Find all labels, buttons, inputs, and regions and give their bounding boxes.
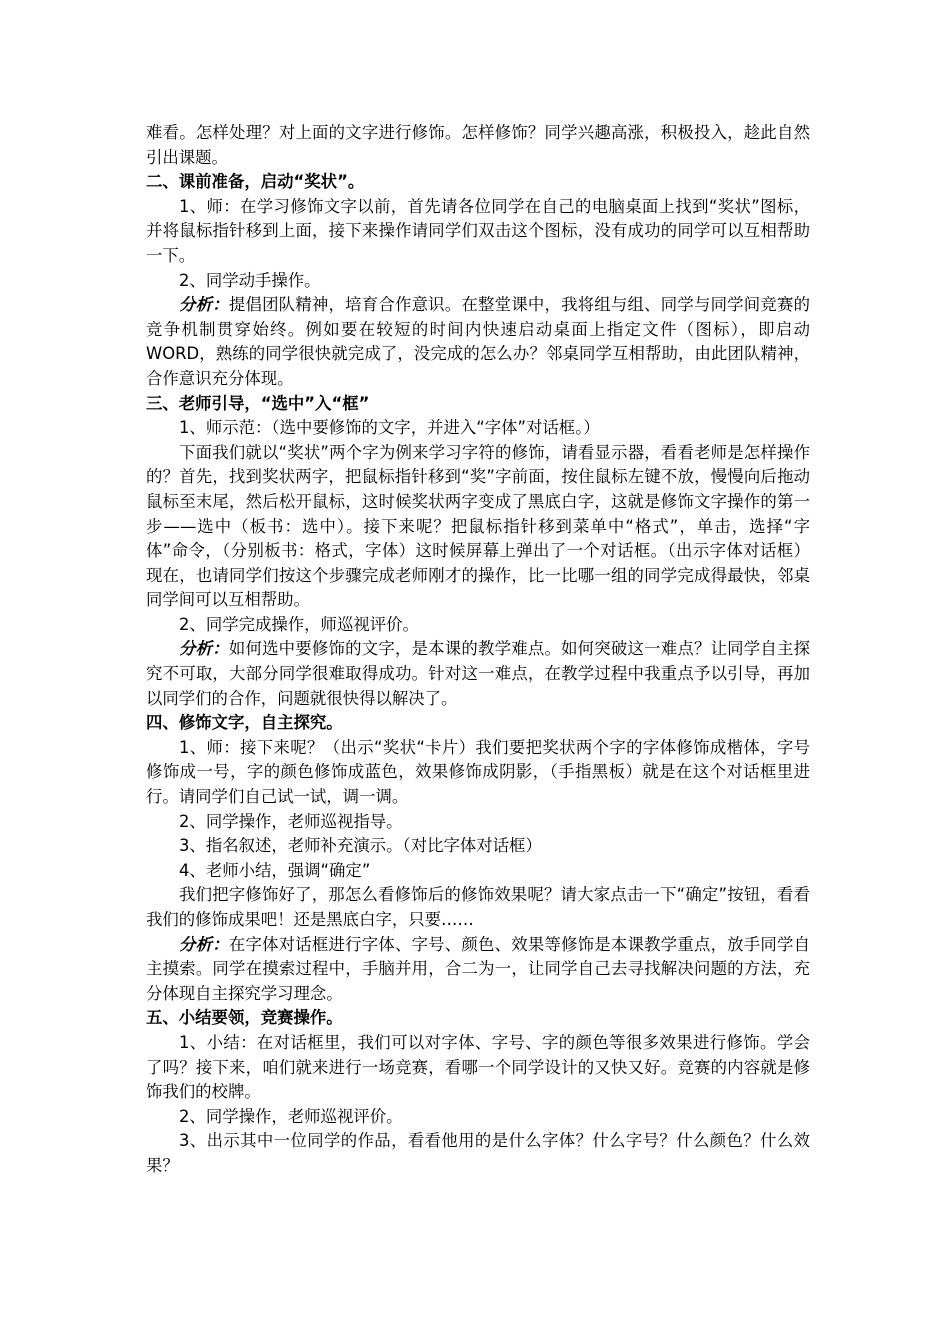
body-paragraph: 4、老师小结，强调“确定” <box>179 860 371 880</box>
body-paragraph: 我们把字修饰好了，那怎么看修饰后的修饰效果呢？请大家点击一下“确定”按钮，看看我们的修饰成果吧！还是黑底白字，只要…… <box>146 885 810 929</box>
analysis-label: 分析： <box>179 639 229 659</box>
analysis-label: 分析： <box>179 295 229 315</box>
body-paragraph: 1、师：在学习修饰文字以前，首先请各位同学在自己的电脑桌面上找到“奖状”图标，并将鼠标指针移到上面，接下来操作请同学们双击这个图标，没有成功的同学可以互相帮助一下。 <box>146 196 810 265</box>
section-heading: 五、小结要领，竞赛操作。 <box>146 1008 343 1028</box>
analysis-text: 如何选中要修饰的文字，是本课的教学难点。如何突破这一难点？让同学自主探究不可取，大部分同学很难取得成功。针对这一难点，在教学过程中我重点予以引导，再加以同学们的合作，问题就很快得以解决了。 <box>146 639 811 708</box>
section-heading: 四、修饰文字，自主探究。 <box>146 713 343 733</box>
body-paragraph: 1、师示范：（选中要修饰的文字，并进入“字体”对话框。） <box>179 418 600 438</box>
body-paragraph: 2、同学动手操作。 <box>179 270 321 290</box>
analysis-text: 提倡团队精神，培育合作意识。在整堂课中，我将组与组、同学与同学间竞赛的竞争机制贯穿始终。例如要在较短的时间内快速启动桌面上指定文件（图标），即启动 WORD，熟练的同学很快就完成了，没完成的怎么办？邻桌同学互相帮助，由此团队精神，合作意识充分体现。 <box>146 295 811 388</box>
body-paragraph: 3、出示其中一位同学的作品，看看他用的是什么字体？什么字号？什么颜色？什么效果？ <box>146 1131 810 1175</box>
analysis-paragraph <box>146 933 810 1007</box>
body-paragraph: 2、同学操作，老师巡视评价。 <box>179 1106 403 1126</box>
body-paragraph: 2、同学操作，老师巡视指导。 <box>179 811 403 831</box>
section-heading: 二、课前准备，启动“奖状”。 <box>146 172 365 192</box>
body-paragraph: 1、小结：在对话框里，我们可以对字体、字号、字的颜色等很多效果进行修饰。学会了吗？接下来，咱们就来进行一场竞赛，看哪一个同学设计的又快又好。竞赛的内容就是修饰我们的校牌。 <box>146 1032 810 1102</box>
body-paragraph: 难看。怎样处理？对上面的文字进行修饰。怎样修饰？同学兴趣高涨，积极投入，趁此自然引出课题。 <box>146 123 810 167</box>
body-paragraph: 1、师：接下来呢？（出示“奖状“卡片）我们要把奖状两个字的字体修饰成楷体，字号修饰成一号，字的颜色修饰成蓝色，效果修饰成阴影，（手指黑板）就是在这个对话框里进行。请同学们自己试一试，调一调。 <box>146 737 810 807</box>
analysis-paragraph <box>146 637 810 711</box>
body-paragraph: 2、同学完成操作，师巡视评价。 <box>179 614 419 634</box>
section-heading: 三、老师引导，“选中”入“框” <box>146 393 370 413</box>
document-page <box>146 121 810 1179</box>
body-paragraph: 下面我们就以“奖状”两个字为例来学习字符的修饰，请看显示器，看看老师是怎样操作的？首先，找到奖状两字，把鼠标指针移到“奖”字前面，按住鼠标左键不放，慢慢向后拖动鼠标至末尾，然后松开鼠标，这时候奖状两字变成了黑底白字，这就是修饰文字操作的第一步——选中（板书：选中）。接下来呢？把鼠标指针移到菜单中“格式”，单击，选择“字体”命令，（分别板书：格式，字体）这时候屏幕上弹出了一个对话框。（出示字体对话框）现在，也请同学们按这个步骤完成老师刚才的操作，比一比哪一组的同学完成得最快，邻桌同学间可以互相帮助。 <box>146 442 810 610</box>
analysis-text: 在字体对话框进行字体、字号、颜色、效果等修饰是本课教学重点，放手同学自主摸索。同学在摸索过程中，手脑并用，合二为一，让同学自己去寻找解决问题的方法，充分体现自主探究学习理念。 <box>146 934 811 1003</box>
analysis-paragraph <box>146 293 810 391</box>
analysis-label: 分析： <box>179 934 229 954</box>
body-paragraph: 3、指名叙述，老师补充演示。（对比字体对话框） <box>179 836 542 856</box>
